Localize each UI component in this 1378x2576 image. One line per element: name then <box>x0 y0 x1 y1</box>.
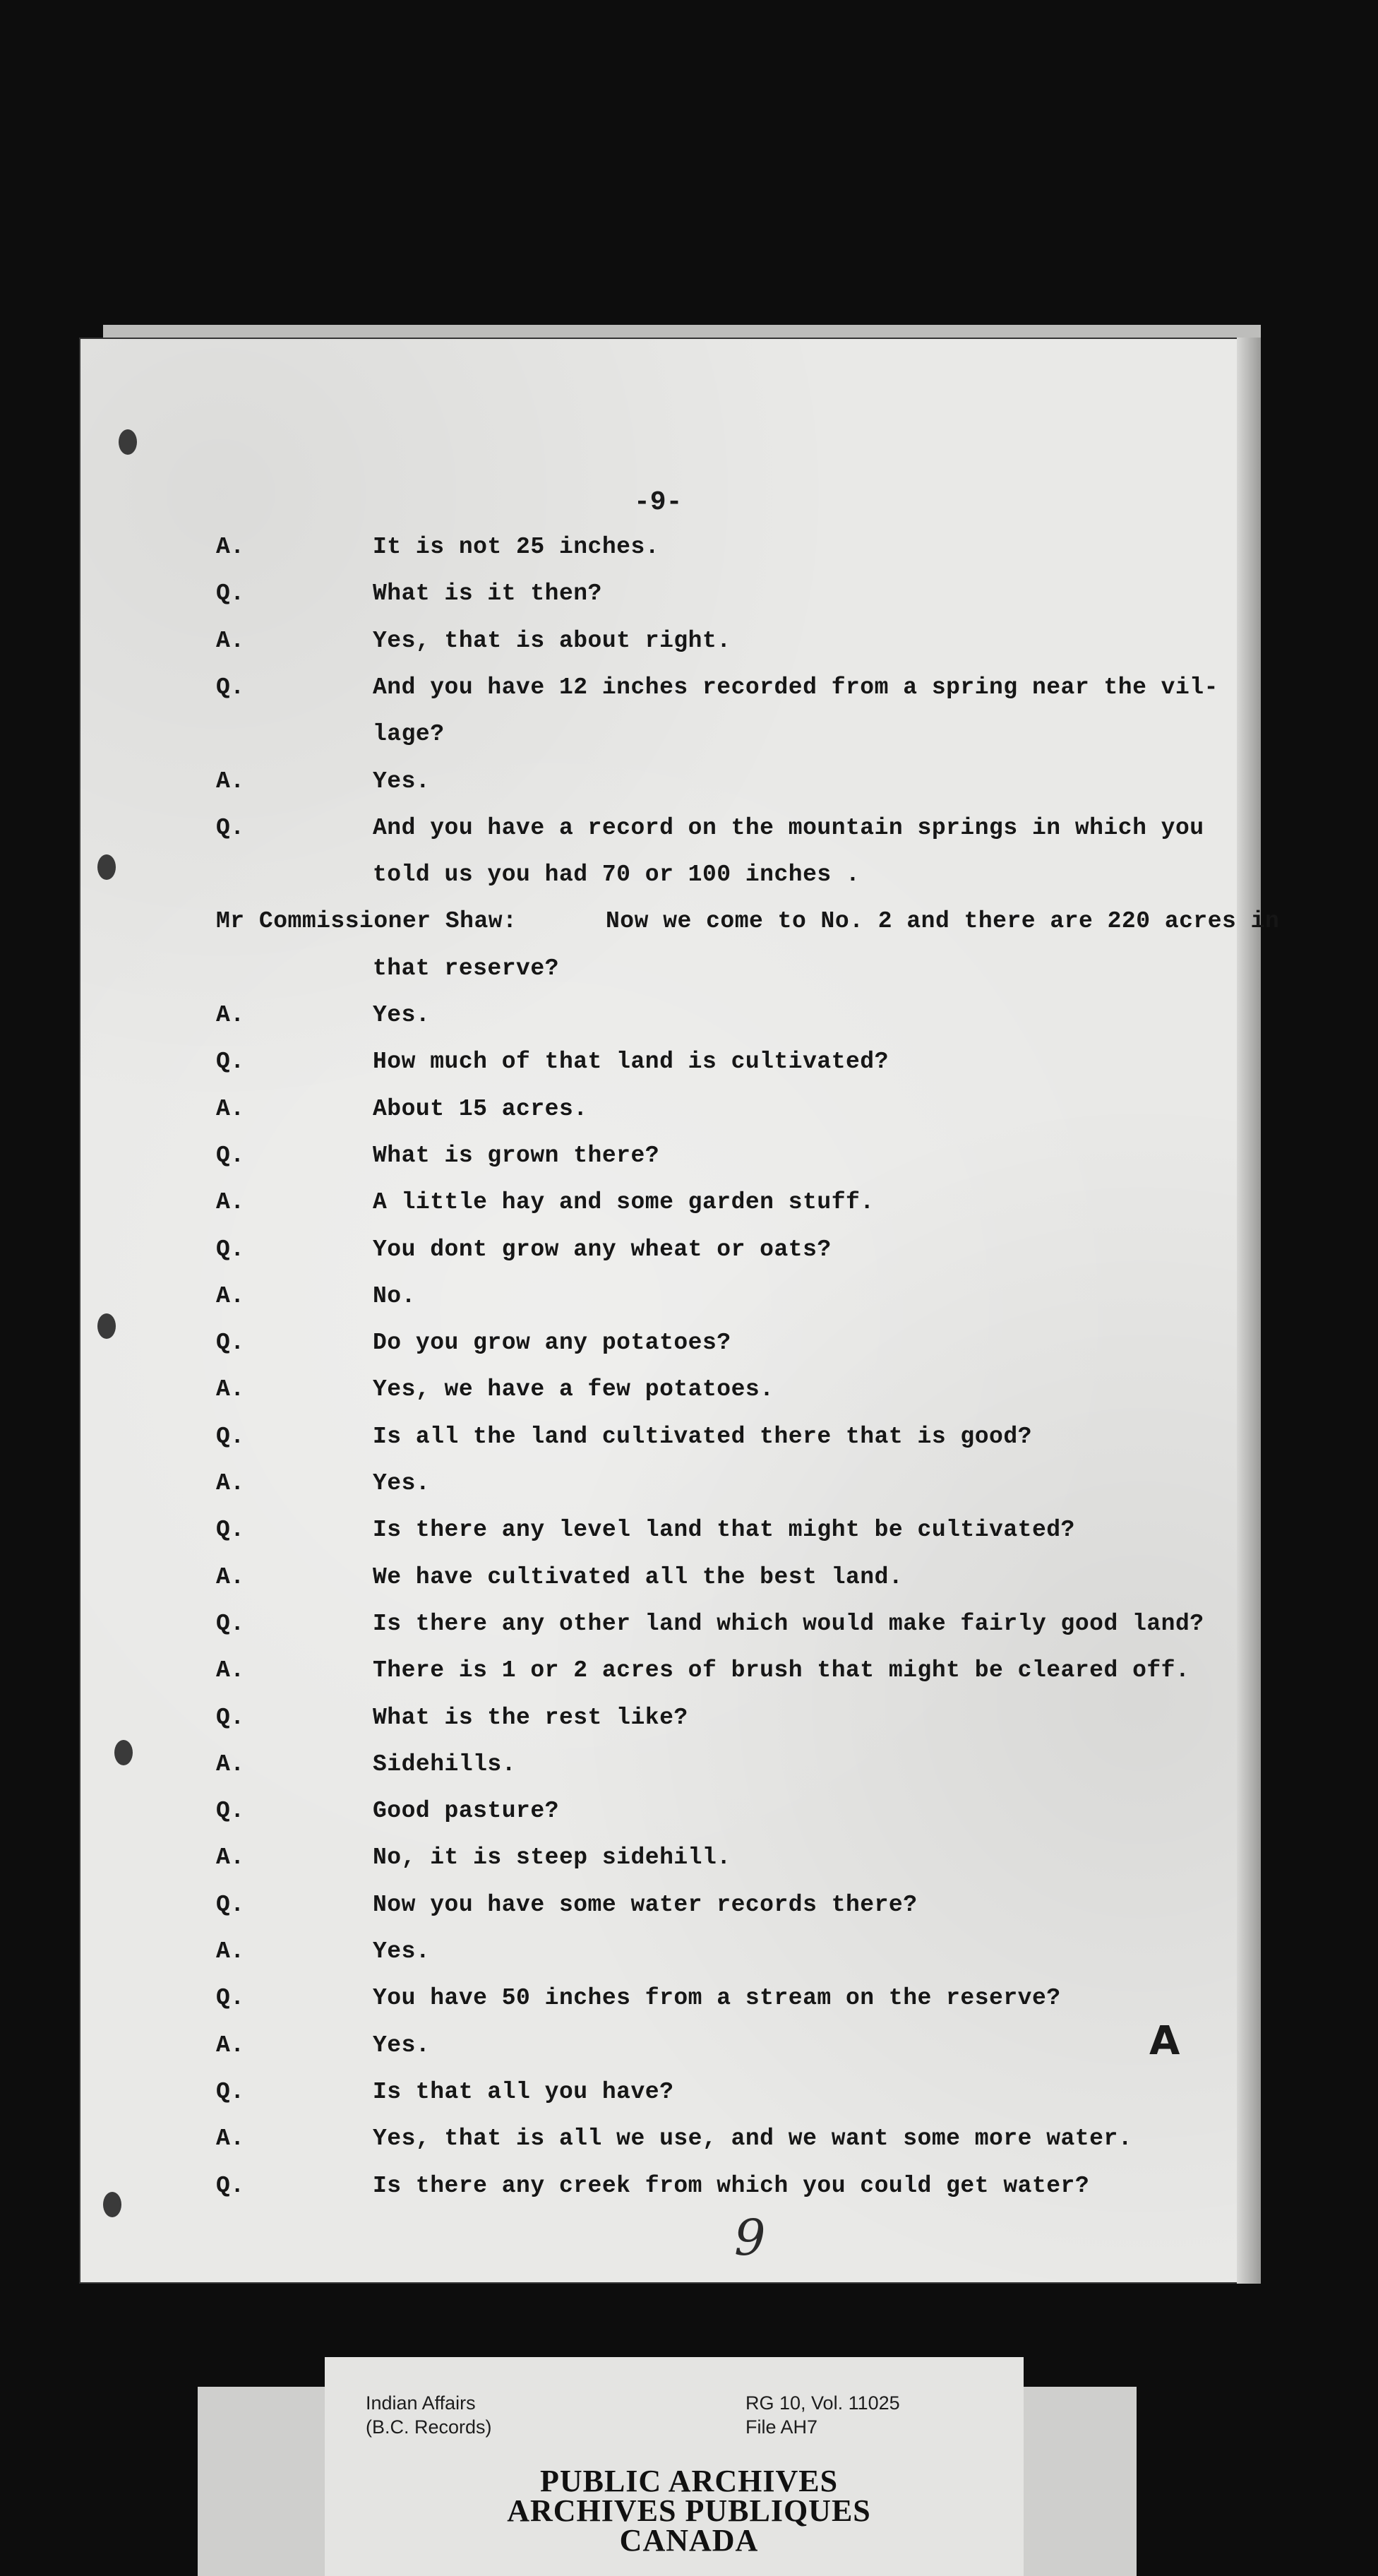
transcript-line: What is it then? <box>373 580 602 607</box>
transcript-line: Is all the land cultivated there that is good? <box>373 1424 1032 1450</box>
transcript-line: You dont grow any wheat or oats? <box>373 1236 832 1263</box>
speaker-label: Q. <box>216 1424 245 1450</box>
punch-hole <box>97 854 116 880</box>
label-records: (B.C. Records) <box>366 2416 492 2438</box>
speaker-label: Q. <box>216 1705 245 1731</box>
speaker-label: A. <box>216 1751 245 1777</box>
archives-line-1: PUBLIC ARCHIVES <box>539 2464 839 2498</box>
transcript-line: Yes, that is about right. <box>373 628 731 654</box>
speaker-label: Q. <box>216 1798 245 1824</box>
speaker-label: Q. <box>216 1985 245 2011</box>
speaker-label: Q. <box>216 1143 245 1169</box>
transcript-line: You have 50 inches from a stream on the reserve? <box>373 1985 1061 2011</box>
transcript-line: Now you have some water records there? <box>373 1892 918 1918</box>
speaker-label: Q. <box>216 1611 245 1637</box>
punch-hole <box>119 429 137 455</box>
transcript-line: No, it is steep sidehill. <box>373 1844 731 1871</box>
transcript-line: A little hay and some garden stuff. <box>373 1189 875 1215</box>
margin-mark: A <box>1149 2018 1180 2064</box>
transcript-line: What is the rest like? <box>373 1705 688 1731</box>
transcript-line: Yes. <box>373 1938 431 1964</box>
speaker-label: Q. <box>216 815 245 841</box>
speaker-label: Mr Commissioner Shaw: <box>216 908 517 934</box>
transcript-line: There is 1 or 2 acres of brush that might be cleared off. <box>373 1657 1190 1683</box>
transcript-line: Now we come to No. 2 and there are 220 acres in <box>606 908 1280 934</box>
speaker-label: Q. <box>216 674 245 700</box>
speaker-label: A. <box>216 628 245 654</box>
transcript-line-continuation: told us you had 70 or 100 inches . <box>373 861 861 888</box>
page-number: -9- <box>634 487 683 518</box>
speaker-label: A. <box>216 1564 245 1590</box>
handwritten-page-number: 9 <box>734 2209 766 2267</box>
label-collection: Indian Affairs <box>366 2392 476 2414</box>
speaker-label: A. <box>216 2032 245 2058</box>
transcript-line: Is that all you have? <box>373 2079 674 2105</box>
transcript-line-continuation: that reserve? <box>373 955 559 982</box>
speaker-label: A. <box>216 1002 245 1028</box>
transcript-line-continuation: lage? <box>373 721 445 747</box>
transcript-line: No. <box>373 1283 416 1309</box>
transcript-line: About 15 acres. <box>373 1096 588 1122</box>
transcript-line: Yes, that is all we use, and we want some more water. <box>373 2125 1133 2152</box>
speaker-label: A. <box>216 1283 245 1309</box>
transcript-line: Yes, we have a few potatoes. <box>373 1376 774 1402</box>
transcript-line: And you have 12 inches recorded from a spring near the vil- <box>373 674 1218 700</box>
speaker-label: A. <box>216 1470 245 1496</box>
transcript-line: Yes. <box>373 1002 431 1028</box>
punch-hole <box>97 1313 116 1339</box>
speaker-label: A. <box>216 2125 245 2152</box>
transcript-line: How much of that land is cultivated? <box>373 1049 889 1075</box>
speaker-label: Q. <box>216 1892 245 1918</box>
transcript-line: Do you grow any potatoes? <box>373 1330 731 1356</box>
speaker-label: Q. <box>216 1330 245 1356</box>
speaker-label: Q. <box>216 2173 245 2199</box>
transcript-line: Is there any other land which would make fairly good land? <box>373 1611 1204 1637</box>
speaker-label: Q. <box>216 2079 245 2105</box>
speaker-label: A. <box>216 534 245 560</box>
label-file: File AH7 <box>745 2416 818 2438</box>
transcript-line: Yes. <box>373 768 431 794</box>
speaker-label: A. <box>216 1844 245 1871</box>
paper-right-edge <box>1237 338 1261 2284</box>
transcript-line: And you have a record on the mountain springs in which you <box>373 815 1204 841</box>
transcript-line: Good pasture? <box>373 1798 559 1824</box>
transcript-line: Yes. <box>373 1470 431 1496</box>
speaker-label: Q. <box>216 1236 245 1263</box>
transcript-line: It is not 25 inches. <box>373 534 660 560</box>
punch-hole <box>114 1740 133 1765</box>
transcript-line: We have cultivated all the best land. <box>373 1564 904 1590</box>
speaker-label: Q. <box>216 1517 245 1543</box>
speaker-label: A. <box>216 1657 245 1683</box>
speaker-label: A. <box>216 1096 245 1122</box>
label-volume: RG 10, Vol. 11025 <box>745 2392 900 2414</box>
speaker-label: A. <box>216 1938 245 1964</box>
speaker-label: A. <box>216 1189 245 1215</box>
transcript-line: Yes. <box>373 2032 431 2058</box>
speaker-label: A. <box>216 768 245 794</box>
speaker-label: A. <box>216 1376 245 1402</box>
archives-line-3: CANADA <box>619 2523 759 2558</box>
transcript-line: Is there any creek from which you could get water? <box>373 2173 1090 2199</box>
archives-line-2: ARCHIVES PUBLIQUES <box>507 2493 871 2528</box>
speaker-label: Q. <box>216 1049 245 1075</box>
transcript-line: What is grown there? <box>373 1143 660 1169</box>
transcript-line: Is there any level land that might be cultivated? <box>373 1517 1075 1543</box>
speaker-label: Q. <box>216 580 245 607</box>
punch-hole <box>103 2192 121 2217</box>
transcript-line: Sidehills. <box>373 1751 517 1777</box>
